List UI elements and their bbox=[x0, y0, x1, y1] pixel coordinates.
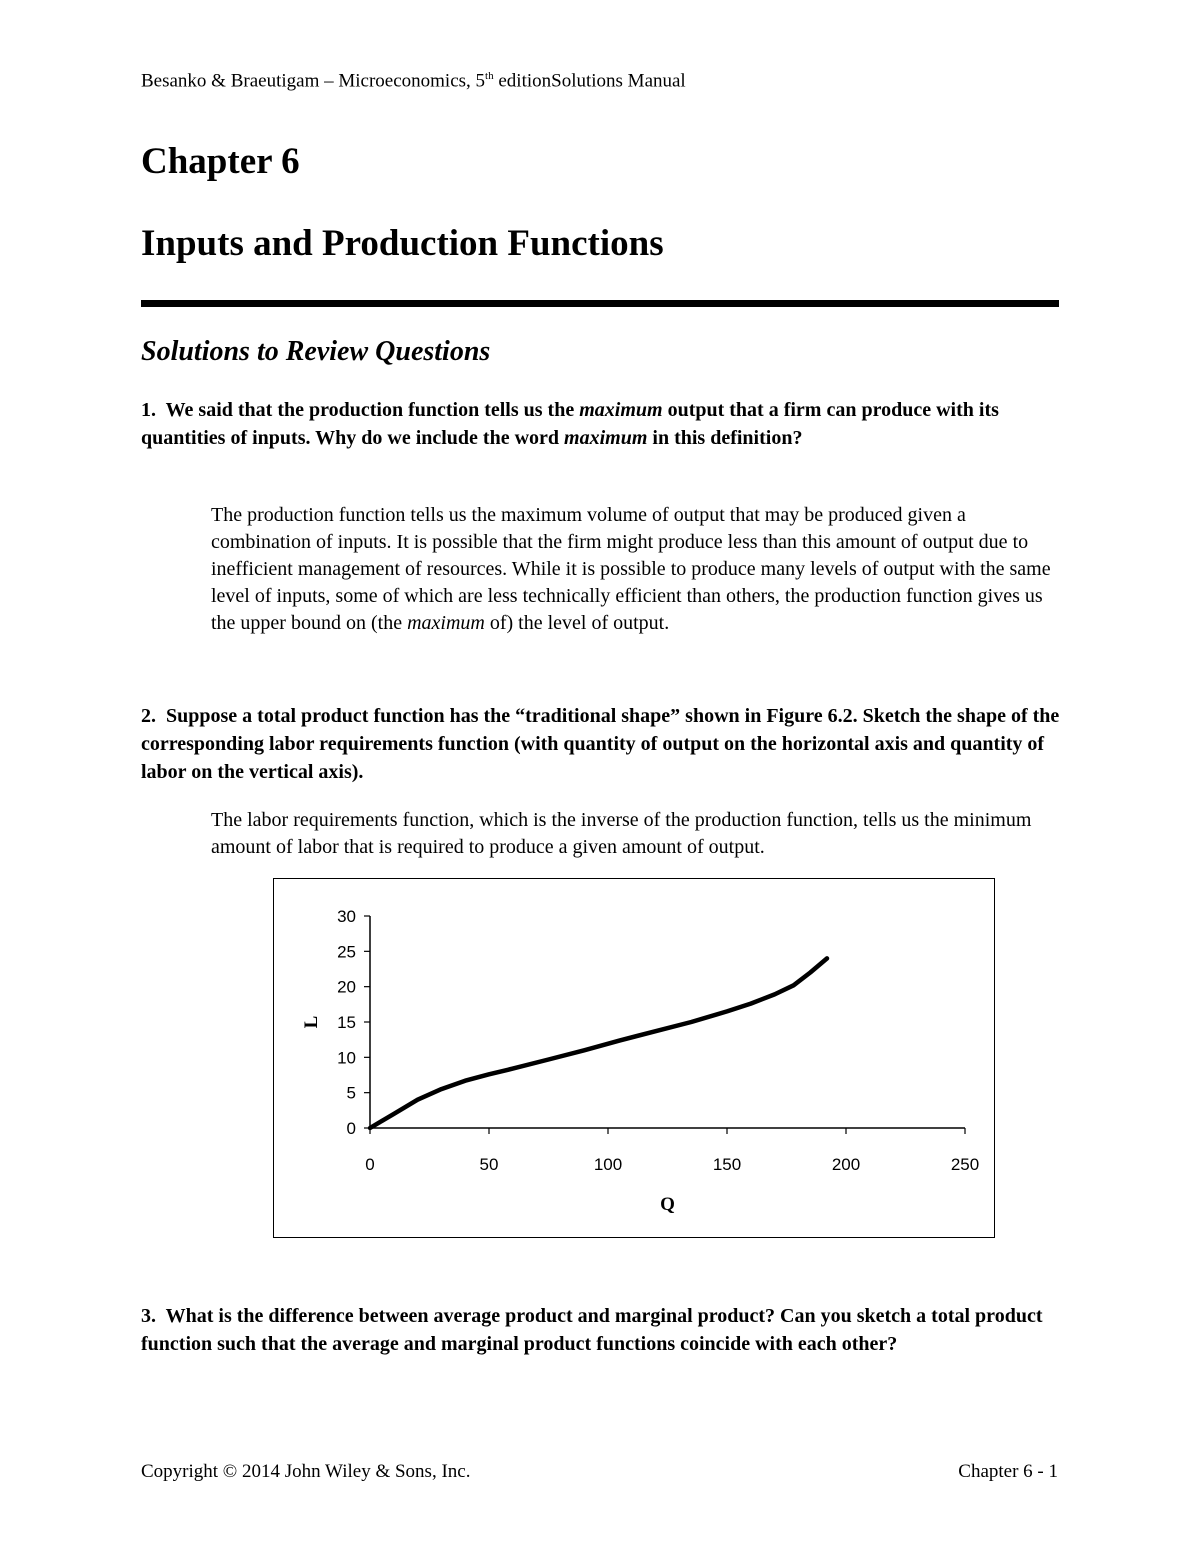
text-run: in this definition? bbox=[647, 427, 803, 449]
footer-page-number: Chapter 6 - 1 bbox=[958, 1461, 1058, 1482]
text-run: output that a firm can produce with its quantities of inputs. Why do we include the word bbox=[141, 399, 999, 449]
question-1 bbox=[141, 396, 1061, 452]
text-run: What is the difference between average product and marginal product? Can you sketch a total product function such that the average and marginal product functions coincide with each other? bbox=[141, 1305, 1043, 1355]
title-rule bbox=[141, 300, 1059, 307]
text-run: of) the level of output. bbox=[484, 612, 670, 634]
emphasis-text: maximum bbox=[407, 612, 485, 634]
y-ticks bbox=[337, 907, 370, 1138]
y-tick-label: 5 bbox=[346, 1083, 356, 1103]
x-tick-label: 150 bbox=[712, 1155, 742, 1174]
question-number: 1. bbox=[141, 399, 166, 421]
x-ticks bbox=[365, 1128, 979, 1174]
x-axis-title: Q bbox=[660, 1194, 675, 1215]
x-tick-label: 200 bbox=[831, 1155, 861, 1174]
header-prefix: Besanko & Braeutigam – Microeconomics, 5 bbox=[141, 70, 486, 92]
x-tick-label: 0 bbox=[365, 1155, 375, 1174]
x-tick-label: 50 bbox=[479, 1155, 499, 1174]
footer-copyright: Copyright © 2014 John Wiley & Sons, Inc. bbox=[141, 1461, 471, 1482]
text-run: We said that the production function tells us the bbox=[165, 399, 580, 421]
question-number: 2. bbox=[141, 705, 166, 727]
y-tick-label: 0 bbox=[346, 1119, 356, 1138]
x-tick-label: 100 bbox=[593, 1155, 623, 1174]
y-axis-title: L bbox=[301, 1015, 322, 1029]
y-tick-label: 20 bbox=[337, 977, 356, 997]
question-2 bbox=[141, 702, 1061, 786]
y-tick-label: 30 bbox=[337, 907, 356, 926]
chart-svg bbox=[274, 879, 996, 1239]
answer-1 bbox=[211, 502, 1061, 637]
running-header bbox=[141, 70, 686, 92]
x-tick-label: 250 bbox=[950, 1155, 980, 1174]
text-run: Suppose a total product function has the “traditional shape” shown in Figure 6.2. Sketch the shape of the corresponding labor requirements function (with quantity of output on the horizontal axis and quantity of labor on the vertical axis). bbox=[141, 705, 1060, 783]
emphasis-text: maximum bbox=[579, 399, 663, 421]
y-tick-label: 15 bbox=[337, 1013, 356, 1032]
question-3 bbox=[141, 1302, 1061, 1358]
text-run: The labor requirements function, which is the inverse of the production function, tells us the minimum amount of labor that is required to produce a given amount of output. bbox=[211, 809, 1032, 858]
labor-requirements-chart bbox=[273, 878, 995, 1238]
header-suffix: editionSolutions Manual bbox=[493, 70, 686, 92]
answer-2 bbox=[211, 807, 1061, 861]
emphasis-text: maximum bbox=[564, 427, 648, 449]
series-line-labor-requirements bbox=[370, 958, 827, 1128]
section-title: Solutions to Review Questions bbox=[141, 336, 491, 367]
chapter-label: Chapter 6 bbox=[141, 141, 300, 182]
y-tick-label: 10 bbox=[337, 1048, 356, 1068]
text-run: The production function tells us the maximum volume of output that may be produced given a combination of inputs. It is possible that the firm might produce less than this amount of output due to inefficient management of resources. While it is possible to produce many levels of output with the same level of inputs, some of which are less technically efficient than others, the production function gives us the upper bound on (the bbox=[211, 504, 1051, 634]
y-tick-label: 25 bbox=[337, 942, 356, 962]
header-superscript: th bbox=[485, 70, 494, 82]
question-number: 3. bbox=[141, 1305, 166, 1327]
chapter-title: Inputs and Production Functions bbox=[141, 223, 664, 264]
